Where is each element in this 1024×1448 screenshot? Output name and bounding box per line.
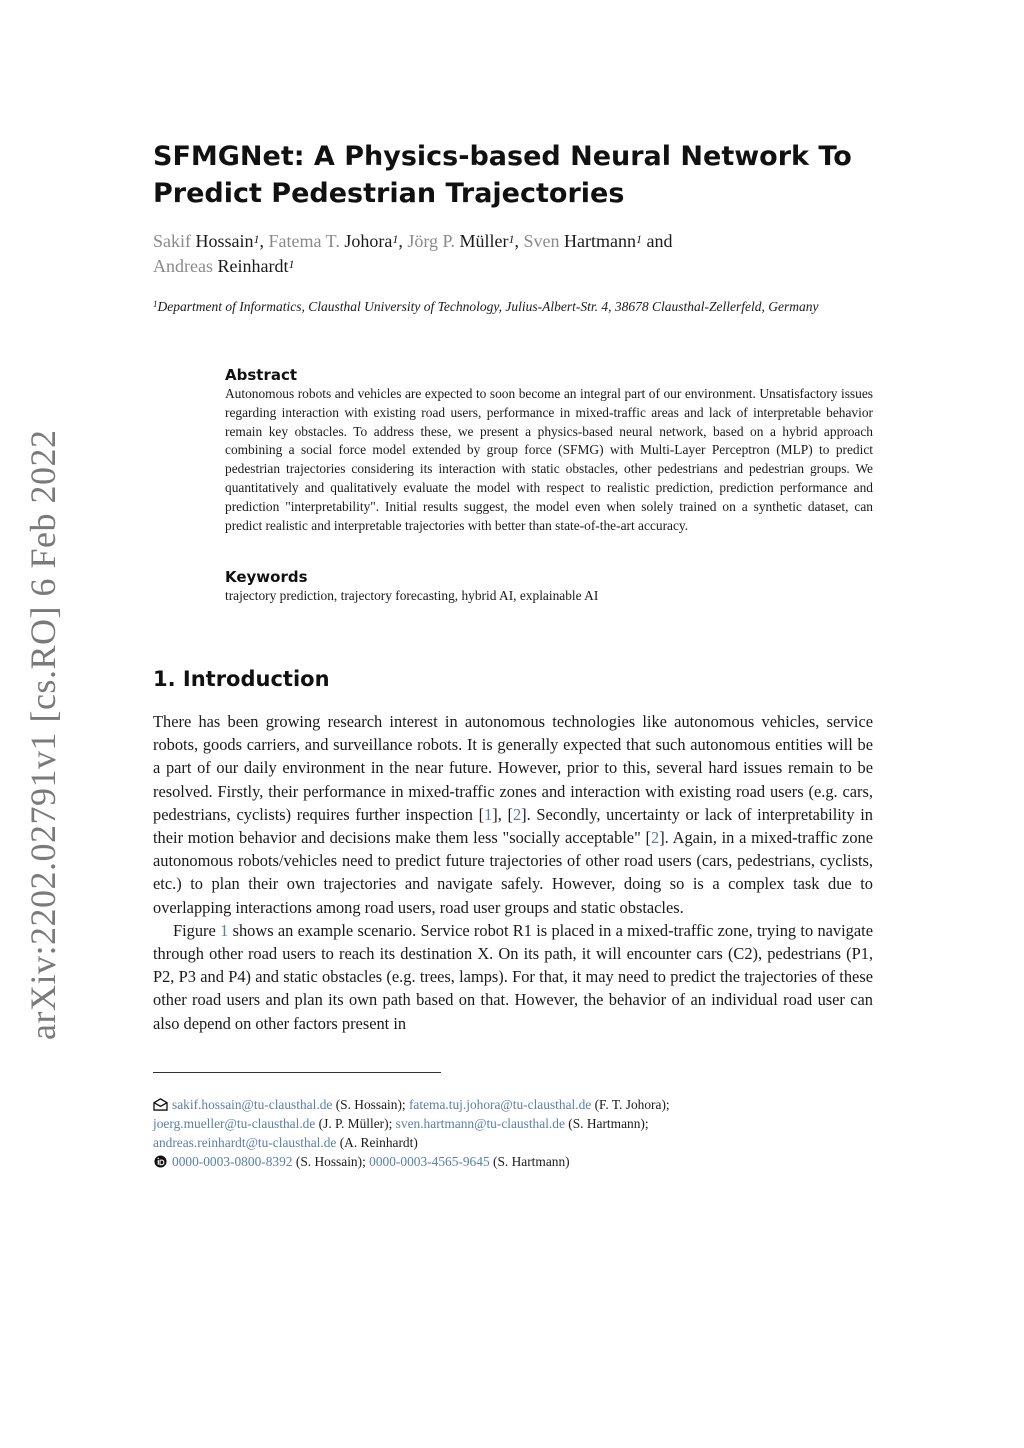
author-list [153, 229, 873, 279]
footnotes: sakif.hossain@tu-clausthal.de (S. Hossain); fatema.tuj.johora@tu-clausthal.de (F. T. Johora); joerg.mueller@tu-clausthal.de (J. P. Müller); sven.hartmann@tu-clausthal.de (S. Hartmann); andreas.reinhardt@tu-clausthal.de (A. Reinhardt) 0000-0003-0800-8392 (S. Hossain); 0000-0003-4565-9645 (S. Hartmann) [153, 1097, 670, 1169]
email-link[interactable]: sven.hartmann@tu-clausthal.de [395, 1116, 565, 1131]
keywords-text: trajectory prediction, trajectory forecasting, hybrid AI, explainable AI [225, 588, 599, 603]
introduction-body [153, 710, 873, 1035]
email-link[interactable]: andreas.reinhardt@tu-clausthal.de [153, 1135, 337, 1150]
keywords-heading: Keywords [225, 568, 308, 586]
abstract-section [225, 366, 873, 535]
orcid-icon [153, 1155, 168, 1168]
arxiv-identifier: arXiv:2202.02791v1 [cs.RO] 6 Feb 2022 [23, 429, 63, 1040]
paragraph: Figure 1 shows an example scenario. Service robot R1 is placed in a mixed-traffic zone, trying to navigate through other road users to reach its destination X. On its path, it will encounter cars (C2), pedestrians (P1, P2, P3 and P4) and static obstacles (e.g. trees, lamps). For that, it may need to predict the trajectories of these other road users and plan its own path based on that. However, the behavior of an individual road user can also depend on other factors present in [153, 920, 873, 1033]
author: Sakif Hossain$^1$, [153, 231, 269, 251]
abstract-text: Autonomous robots and vehicles are expected to soon become an integral part of our environment. Unsatisfactory issues regarding interaction with existing road users, performance in mixed-traffic areas and lack of interpretable behavior remain key obstacles. To address these, we present a physics-based neural network, based on a hybrid approach combining a social force model extended by group force (SFMG) with Multi-Layer Perceptron (MLP) to predict pedestrian trajectories considering its interaction with static obstacles, other pedestrians and pedestrian groups. We quantitatively and qualitatively evaluate the model with respect to realistic prediction, prediction performance and prediction "interpretability". Initial results suggest, the model even when solely trained on a synthetic dataset, can predict realistic and interpretable trajectories with better than state-of-the-art accuracy. [225, 386, 873, 533]
email-link[interactable]: fatema.tuj.johora@tu-clausthal.de [408, 1097, 592, 1112]
figure-link[interactable]: 1 [220, 920, 229, 940]
citation-link[interactable]: 2 [512, 804, 522, 824]
email-link[interactable]: joerg.mueller@tu-clausthal.de [153, 1116, 316, 1131]
citation-link[interactable]: 2 [651, 828, 660, 848]
paper-title: SFMGNet: A Physics-based Neural Network To Predict Pedestrian Trajectories [153, 141, 852, 209]
affiliation: $^1$Department of Informatics, Clausthal University of Technology, Julius-Albert-Str. 4, 38678 Clausthal-Zellerfeld, Germany [153, 299, 819, 314]
orcid-link[interactable]: 0000-0003-4565-9645 [369, 1154, 490, 1169]
email-link[interactable]: sakif.hossain@tu-clausthal.de [172, 1097, 333, 1112]
citation-link[interactable]: 1 [484, 804, 493, 824]
paragraph: There has been growing research interest in autonomous technologies like autonomous vehicles, service robots, goods carriers, and surveillance robots. It is generally expected that such autonomous entities will be a part of our daily environment in the near future. However, prior to this, several hard issues remain to be resolved. Firstly, their performance in mixed-traffic zones and interaction with existing road users (e.g. cars, pedestrians, cyclists) requires further inspection [1], [2]. Secondly, uncertainty or lack of interpretability in their motion behavior and decisions make them less "socially acceptable" [2]. Again, in a mixed-traffic zone autonomous robots/vehicles need to predict future trajectories of other road users (cars, pedestrians, cyclists, etc.) to plan their own trajectories and navigate safely. However, doing so is a complex task due to overlapping interactions among road users, road user groups and static obstacles. [153, 712, 873, 917]
email-icon [153, 1098, 168, 1111]
author: Andreas Reinhardt$^1$ [153, 256, 295, 276]
author: Jörg P. Müller$^1$, [407, 231, 524, 251]
keywords-section [225, 568, 873, 606]
author: Sven Hartmann$^1$ and [523, 231, 673, 251]
author: Fatema T. Johora$^1$, [268, 231, 408, 251]
introduction-heading: 1. Introduction [153, 667, 330, 691]
abstract-heading: Abstract [225, 366, 298, 384]
footnote-rule [153, 1072, 441, 1073]
orcid-link[interactable]: 0000-0003-0800-8392 [172, 1154, 293, 1169]
